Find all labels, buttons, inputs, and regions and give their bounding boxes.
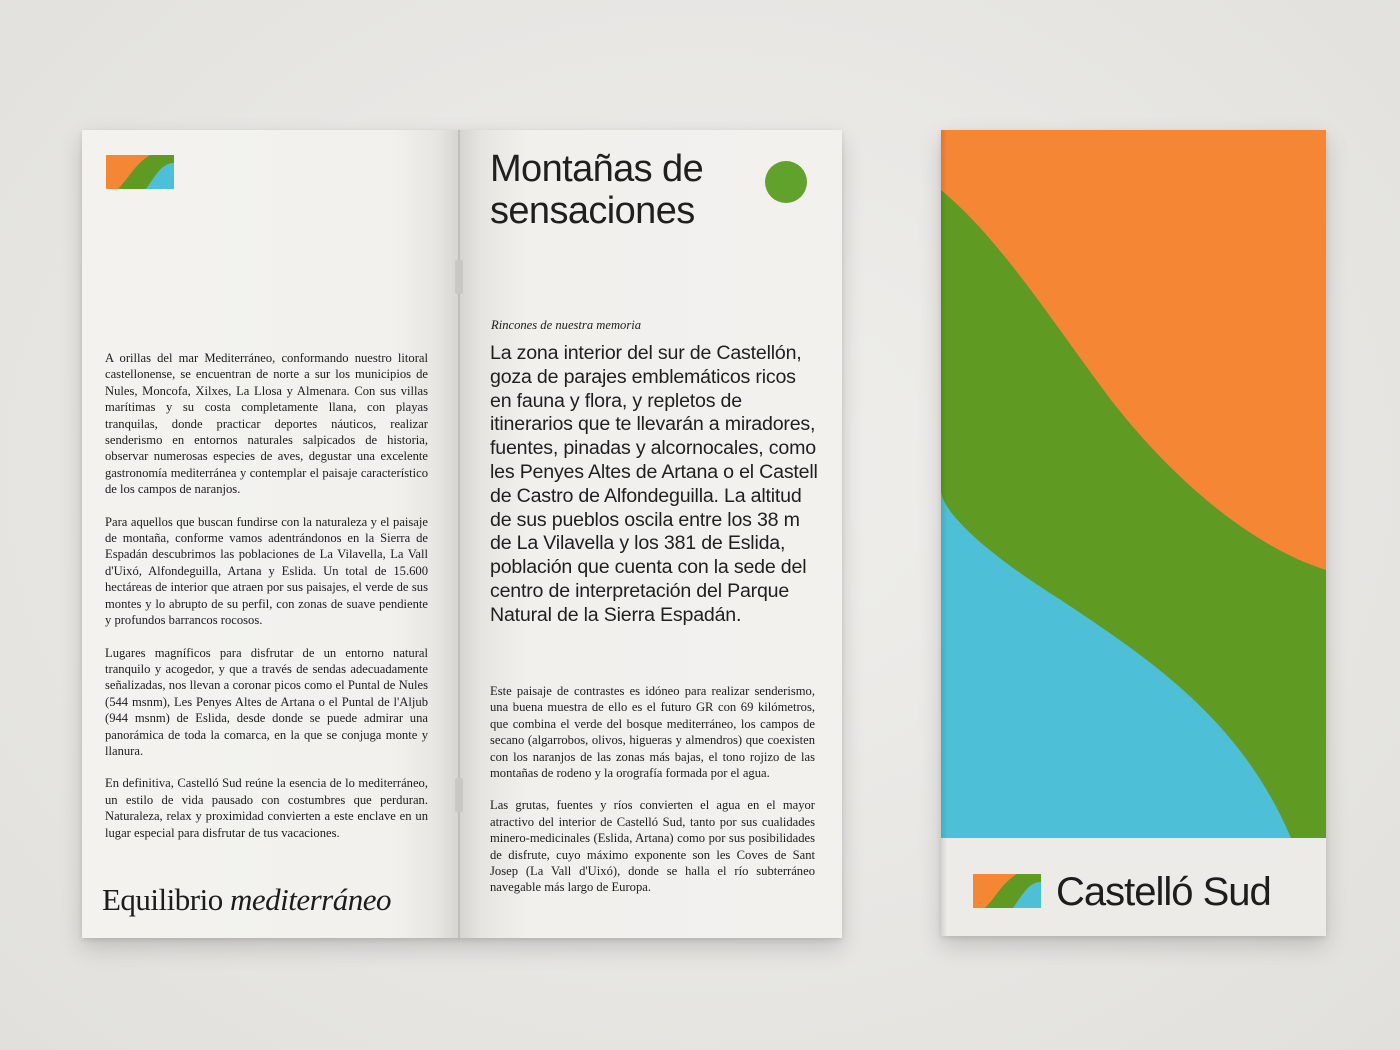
lead-paragraph: La zona interior del sur de Castellón, goza de parajes emblemáticos ricos en fauna y flora, y repletos de itinerarios que te llevarán a miradores, fuentes, pinadas y alcornocales, como les Penyes Altes de Artana o el Castell de Castro de Alfondeguilla. La altitud de sus pueblos oscila entre los 38 m de La Vilavella y los 381 de Eslida, población que cuenta con la sede del centro de interpretación del Parque Natural de la Sierra Espadán. xyxy=(490,342,818,626)
spine-fold xyxy=(458,130,460,938)
staple xyxy=(455,778,463,812)
left-page-body xyxy=(105,350,428,857)
left-page-footer-title xyxy=(102,882,442,918)
right-page xyxy=(459,130,842,938)
cover-brand-name: Castelló Sud xyxy=(1056,870,1271,914)
right-paragraph: Este paisaje de contrastes es idóneo para realizar senderismo, una buena muestra de ello es el futuro GR con 69 kilómetros, que combina el verde del bosque mediterráneo, los campos de secano (algarrobos, olivos, higueras y almendros) que coexisten con los naranjos de las zonas más bajas, el tono rojizo de las montañas de rodeno y la orografía formada por el agua. xyxy=(490,684,815,781)
title-line-2: sensaciones xyxy=(490,190,695,232)
green-dot-icon xyxy=(765,161,807,203)
castello-sud-logo-icon xyxy=(973,874,1041,908)
footer-regular-text: Equilibrio xyxy=(102,882,223,917)
left-paragraph: A orillas del mar Mediterráneo, conformando nuestro litoral castellonense, se encuentran de norte a sur los municipios de Nules, Moncofa, Xilxes, La Llosa y Almenara. Con sus villas marítimas y su costa completamente llana, con playas tranquilas, donde practicar deportes náuticos, realizar senderismo en entornos naturales salpicados de historia, observar numerosas especies de aves, degustar una excelente gastronomía mediterránea y contemplar el paisaje característico de los campos de naranjos. xyxy=(105,351,428,497)
right-page-body xyxy=(490,683,815,912)
open-brochure-spread xyxy=(82,130,842,938)
cover-spine-shadow xyxy=(941,130,947,936)
section-kicker: Rincones de nuestra memoria xyxy=(491,318,642,332)
page-title xyxy=(490,148,780,232)
staple xyxy=(455,260,463,294)
footer-italic-text: mediterráneo xyxy=(229,882,391,917)
left-paragraph: Para aquellos que buscan fundirse con la naturaleza y el paisaje de montaña, conforme vamos adentrándonos en la Sierra de Espadán descubrimos las poblaciones de La Vilavella, La Vall d'Uixó, Alfondeguilla, Artana y Eslida. Un total de 15.600 hectáreas de interior que atraen por sus paisajes, el verde de sus montes y lo abrupto de su perfil, con zonas de suave pendiente y profundos barrancos rocosos. xyxy=(105,514,428,628)
title-line-1: Montañas de xyxy=(490,148,704,190)
cover-wave-artwork xyxy=(941,130,1326,838)
left-page xyxy=(82,130,459,938)
brochure-cover xyxy=(941,130,1326,936)
castello-sud-logo-icon xyxy=(106,155,174,189)
left-paragraph: Lugares magníficos para disfrutar de un entorno natural tranquilo y acogedor, y que a través de sendas adecuadamente señalizadas, nos llevan a coronar picos como el Puntal de Nules (544 msnm), Les Penyes Altes de Artana o el Puntal de l'Aljub (944 msnm) de Eslida, desde donde se puede admirar una panorámica de toda la comarca, en la que se conjuga monte y llanura. xyxy=(105,645,428,758)
left-paragraph: En definitiva, Castelló Sud reúne la esencia de lo mediterráneo, un estilo de vida pausado con costumbres que perduran. Naturaleza, relax y proximidad convierten a este enclave en un lugar especial para disfrutar de tus vacaciones. xyxy=(105,776,428,840)
right-paragraph: Las grutas, fuentes y ríos convierten el agua en el mayor atractivo del interior de Castelló Sud, tanto por sus cualidades minero-medicinales (Eslida, Artana) como por sus posibilidades de disfrute, cuyo máximo exponente son les Coves de Sant Josep (La Vall d'Uixó), donde se halla el río subterráneo navegable más largo de Europa. xyxy=(490,798,815,895)
